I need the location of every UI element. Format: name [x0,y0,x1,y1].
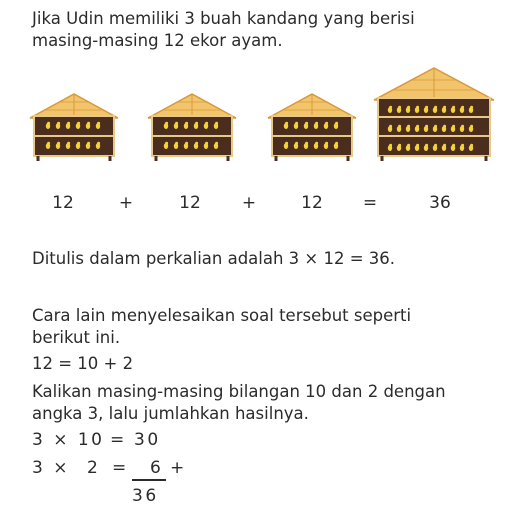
calc-total: 36 [132,486,159,506]
calc-row1-left: 3 × 10 [32,430,105,450]
calc-row2-equals: = [112,458,129,478]
split-equation: 12 = 10 + 2 [32,354,134,373]
sum-underline [132,479,166,481]
chicken-coop-3 [266,92,358,162]
alt-method-line-1: Cara lain menyelesaikan soal tersebut seperti [32,306,412,325]
calc-row1-result: 30 [134,430,161,450]
instruction-line-2: angka 3, lalu jumlahkan hasilnya. [32,404,309,423]
equation-term-a: 12 [52,193,74,213]
chicken-coop-1 [28,92,120,162]
calc-row2-plus: + [170,458,187,478]
calc-row2-number: 2 [87,458,101,478]
chicken-coop-combined [372,66,496,162]
instruction-line-1: Kalikan masing-masing bilangan 10 dan 2 dengan [32,382,446,401]
equation-term-b: 12 [179,193,201,213]
multiplication-statement: Ditulis dalam perkalian adalah 3 × 12 = 36. [32,249,396,268]
intro-line-2: masing-masing 12 ekor ayam. [32,31,283,50]
equation-term-c: 12 [301,193,323,213]
equation-equals: = [362,193,378,213]
alt-method-line-2: berikut ini. [32,328,121,347]
equation-plus-2: + [241,193,257,213]
equation-plus-1: + [118,193,134,213]
chicken-coop-2 [146,92,238,162]
equation-result: 36 [429,193,451,213]
calc-row2-result: 6 [150,458,164,478]
calc-row1-equals: = [110,430,127,450]
calc-row2-left: 3 × [32,458,70,478]
intro-line-1: Jika Udin memiliki 3 buah kandang yang berisi [32,9,415,28]
